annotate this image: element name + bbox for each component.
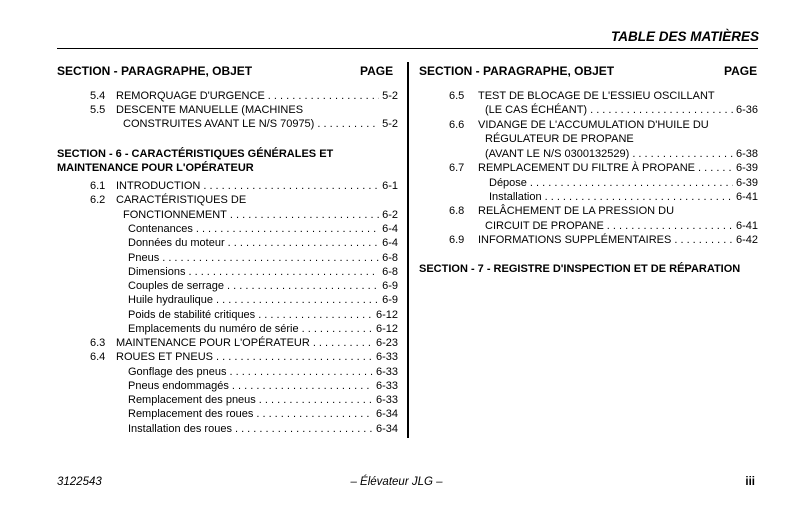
toc-entry-page: 6-33 (375, 394, 398, 406)
toc-entry[interactable] (116, 351, 398, 365)
page-number: iii (745, 476, 755, 488)
toc-entry-page: 6-12 (375, 309, 398, 321)
leader-dots (196, 223, 379, 237)
toc-entry-text: Remplacement des pneus (128, 394, 256, 406)
toc-number: 6.9 (449, 234, 465, 246)
leader-dots (216, 351, 373, 365)
toc-entry-page: 6-12 (375, 323, 398, 335)
toc-number: 6.1 (90, 180, 106, 192)
leader-dots (230, 209, 379, 223)
toc-subentry[interactable] (489, 191, 758, 205)
leader-dots (203, 180, 379, 194)
toc-entry-text: CONSTRUITES AVANT LE N/S 70975) (123, 118, 315, 130)
toc-entry-page: 6-2 (382, 209, 398, 221)
toc-number: 5.4 (90, 90, 106, 102)
toc-entry-text: CIRCUIT DE PROPANE (485, 220, 604, 232)
toc-subentry[interactable] (128, 380, 398, 394)
toc-entry-page: 6-39 (735, 177, 758, 189)
toc-subentry[interactable] (489, 177, 758, 191)
toc-entry[interactable] (485, 148, 758, 162)
toc-number: 6.3 (90, 337, 106, 349)
toc-entry-text: Couples de serrage (128, 280, 225, 292)
leader-dots (235, 423, 373, 437)
toc-entry-text: Gonflage des pneus (128, 366, 227, 378)
toc-entry-page: 6-4 (382, 223, 398, 235)
page-title: TABLE DES MATIÈRES (610, 29, 759, 44)
toc-entry-text: REMPLACEMENT DU FILTRE À PROPANE (478, 162, 695, 174)
leader-dots (188, 266, 379, 280)
toc-number: 6.6 (449, 119, 465, 131)
toc-entry-text: Poids de stabilité critiques (128, 309, 256, 321)
toc-entry-text: REMORQUAGE D'URGENCE (116, 90, 265, 102)
toc-entry-page: 6-9 (382, 294, 398, 306)
toc-entry-page: 6-33 (375, 366, 398, 378)
section-heading[interactable]: MAINTENANCE POUR L'OPÉRATEUR (57, 162, 254, 174)
toc-subentry[interactable] (128, 366, 398, 380)
leader-dots (530, 177, 733, 191)
leader-dots (258, 309, 373, 323)
toc-entry-text: RÉGULATEUR DE PROPANE (485, 133, 634, 145)
toc-entry-text: VIDANGE DE L'ACCUMULATION D'HUILE DU (478, 119, 709, 131)
toc-entry-text: Pneus endommagés (128, 380, 229, 392)
toc-number: 6.7 (449, 162, 465, 174)
toc-entry-text: MAINTENANCE POUR L'OPÉRATEUR (116, 337, 310, 349)
leader-dots (590, 104, 733, 118)
toc-subentry[interactable] (128, 266, 398, 280)
toc-entry-text: TEST DE BLOCAGE DE L'ESSIEU OSCILLANT (478, 90, 715, 102)
leader-dots (698, 162, 733, 176)
toc-entry[interactable] (123, 118, 398, 132)
toc-entry[interactable] (478, 162, 758, 176)
toc-entry[interactable] (123, 209, 398, 223)
toc-entry[interactable] (478, 119, 758, 133)
toc-entry-page: 6-36 (735, 104, 758, 116)
toc-entry-page: 6-42 (735, 234, 758, 246)
toc-entry-text: Emplacements du numéro de série (128, 323, 299, 335)
toc-number: 6.5 (449, 90, 465, 102)
toc-subentry[interactable] (128, 252, 398, 266)
toc-entry[interactable] (485, 220, 758, 234)
toc-subentry[interactable] (128, 323, 398, 337)
toc-entry-page: 6-39 (735, 162, 758, 174)
toc-entry-text: INTRODUCTION (116, 180, 201, 192)
leader-dots (256, 408, 373, 422)
toc-entry-page: 6-4 (382, 237, 398, 249)
toc-entry-text: ROUES ET PNEUS (116, 351, 213, 363)
toc-entry-page: 6-33 (375, 380, 398, 392)
toc-number: 6.8 (449, 205, 465, 217)
leader-dots (228, 237, 379, 251)
toc-entry-text: Contenances (128, 223, 193, 235)
toc-entry-page: 6-34 (375, 408, 398, 420)
toc-entry-text: Installation des roues (128, 423, 232, 435)
toc-entry-page: 6-23 (375, 337, 398, 349)
toc-subentry[interactable] (128, 294, 398, 308)
toc-entry-text: (AVANT LE N/S 0300132529) (485, 148, 630, 160)
toc-entry-text: Pneus (128, 252, 160, 264)
toc-entry-page: 5-2 (382, 118, 398, 130)
leader-dots (216, 294, 379, 308)
toc-entry-text: Dimensions (128, 266, 186, 278)
column-divider (407, 62, 409, 438)
toc-entry[interactable] (485, 133, 758, 147)
toc-entry-text: Remplacement des roues (128, 408, 254, 420)
toc-entry-text: Données du moteur (128, 237, 225, 249)
toc-entry-text: DESCENTE MANUELLE (MACHINES (116, 104, 304, 116)
leader-dots (229, 366, 373, 380)
toc-entry[interactable] (478, 205, 758, 219)
right-column-heading: SECTION - PARAGRAPHE, OBJET (419, 64, 615, 78)
toc-entry-page: 6-41 (735, 220, 758, 232)
toc-entry-text: Dépose (489, 177, 527, 189)
leader-dots (317, 118, 379, 132)
toc-subentry[interactable] (128, 394, 398, 408)
toc-subentry[interactable] (128, 309, 398, 323)
toc-subentry[interactable] (128, 408, 398, 422)
toc-entry[interactable] (485, 104, 758, 118)
toc-entry-text: Huile hydraulique (128, 294, 213, 306)
toc-entry-page: 6-34 (375, 423, 398, 435)
toc-number: 6.4 (90, 351, 106, 363)
toc-entry-text: CARACTÉRISTIQUES DE (116, 194, 247, 206)
toc-entry[interactable] (116, 104, 398, 118)
leader-dots (259, 394, 373, 408)
toc-entry[interactable] (478, 90, 758, 104)
leader-dots (227, 280, 379, 294)
left-page-heading: PAGE (360, 64, 394, 78)
toc-entry[interactable] (116, 337, 398, 351)
leader-dots (268, 90, 379, 104)
toc-entry-text: INFORMATIONS SUPPLÉMENTAIRES (478, 234, 672, 246)
right-page-heading: PAGE (724, 64, 758, 78)
leader-dots (162, 252, 379, 266)
left-column-heading: SECTION - PARAGRAPHE, OBJET (57, 64, 253, 78)
toc-entry-page: 6-38 (735, 148, 758, 160)
leader-dots (674, 234, 733, 248)
toc-entry[interactable] (116, 90, 398, 104)
toc-number: 6.2 (90, 194, 106, 206)
toc-subentry[interactable] (128, 223, 398, 237)
section-heading[interactable]: SECTION - 7 - REGISTRE D'INSPECTION ET DE RÉPARATION (419, 263, 741, 275)
header-rule (57, 48, 758, 49)
leader-dots (545, 191, 733, 205)
section-heading[interactable]: SECTION - 6 - CARACTÉRISTIQUES GÉNÉRALES ET (57, 148, 334, 160)
toc-entry-page: 6-1 (382, 180, 398, 192)
document-number: 3122543 (57, 476, 102, 488)
toc-subentry[interactable] (128, 423, 398, 437)
leader-dots (302, 323, 373, 337)
toc-entry-page: 6-8 (382, 266, 398, 278)
toc-entry-page: 6-9 (382, 280, 398, 292)
toc-entry-text: (LE CAS ÉCHÉANT) (485, 104, 588, 116)
toc-entry-text: RELÂCHEMENT DE LA PRESSION DU (478, 205, 675, 217)
leader-dots (313, 337, 373, 351)
footer-center-text: – Élévateur JLG – (350, 476, 443, 488)
leader-dots (232, 380, 373, 394)
toc-entry-text: Installation (489, 191, 542, 203)
toc-entry[interactable] (116, 194, 398, 208)
toc-number: 5.5 (90, 104, 106, 116)
toc-entry[interactable] (116, 180, 398, 194)
toc-entry-page: 6-8 (382, 252, 398, 264)
toc-subentry[interactable] (128, 280, 398, 294)
toc-entry-page: 6-33 (375, 351, 398, 363)
toc-entry-page: 6-41 (735, 191, 758, 203)
toc-subentry[interactable] (128, 237, 398, 251)
leader-dots (632, 148, 733, 162)
toc-entry[interactable] (478, 234, 758, 248)
leader-dots (607, 220, 733, 234)
toc-entry-text: FONCTIONNEMENT (123, 209, 227, 221)
toc-entry-page: 5-2 (382, 90, 398, 102)
